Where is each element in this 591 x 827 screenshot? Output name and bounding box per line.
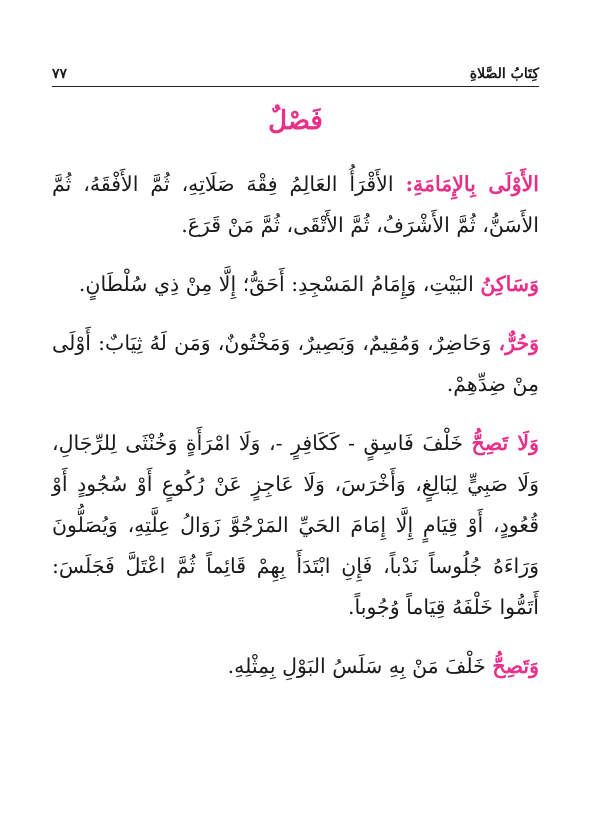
- paragraph-text: خَلْفَ مَنْ بِهِ سَلَسُ البَوْلِ بِمِثْلِهِ.: [227, 654, 493, 678]
- paragraph: [52, 423, 539, 628]
- section-heading: فَصْلٌ: [268, 106, 323, 136]
- paragraph-term: الأَوْلَى بِالإِمَامَةِ:: [405, 172, 540, 196]
- paragraph-term: وَلَا تَصِحُّ: [471, 431, 539, 455]
- paragraph-term: وَتَصِحُّ: [492, 654, 539, 678]
- paragraph: [52, 264, 539, 305]
- paragraph-text: خَلْفَ فَاسِقٍ - كَكَافِرٍ -، وَلَا امْرَأَةٍ وَخُنْثَى لِلرِّجَالِ، وَلَا صَبِيٍّ لِبَالِغٍ، وَأَخْرَسَ، وَلَا عَاجِزٍ عَنْ رُكُوعٍ أَوْ سُجُودٍ أَوْ قُعُودٍ، أَوْ قِيَامٍ إِلَّا إِمَامَ الحَيِّ المَرْجُوَّ زَوَالُ عِلَّتِهِ، وَيُصَلُّونَ وَرَاءَهُ جُلُوساً نَدْباً، فَإِنِ ابْتَدَأَ بِهِمْ قَائِماً ثُمَّ اعْتَلَّ فَجَلَسَ: أَتَمُّوا خَلْفَهُ قِيَاماً وُجُوباً.: [52, 431, 539, 619]
- page-number: ٧٧: [52, 66, 68, 82]
- page-header: [52, 56, 539, 82]
- paragraph: [52, 646, 539, 687]
- paragraph-term: وَحُرٌّ،: [498, 331, 539, 355]
- paragraph-text: البَيْتِ، وَإِمَامُ المَسْجِدِ: أَحَقُّ؛ إِلَّا مِنْ ذِي سُلْطَانٍ.: [78, 272, 481, 296]
- book-title: كِتَابُ الصَّلاةِ: [469, 66, 539, 82]
- paragraph-term: وَسَاكِنُ: [480, 272, 539, 296]
- paragraph: [52, 323, 539, 405]
- body-text: [52, 164, 539, 705]
- header-divider: [52, 86, 539, 87]
- paragraph: [52, 164, 539, 246]
- paragraph-text: وَحَاضِرٌ، وَمُقِيمٌ، وَبَصِيرٌ، وَمَخْتُونٌ، وَمَن لَهُ ثِيَابٌ: أَوْلَى مِنْ ضِدِّهِمْ.: [52, 331, 539, 396]
- paragraph-text: الأَقْرَأُ العَالِمُ فِقْهَ صَلَاتِهِ، ثُمَّ الأَفْقَهُ، ثُمَّ الأَسَنُّ، ثُمَّ الأَشْرَفُ، ثُمَّ الأَتْقَى، ثُمَّ مَنْ قَرَعَ.: [52, 172, 539, 237]
